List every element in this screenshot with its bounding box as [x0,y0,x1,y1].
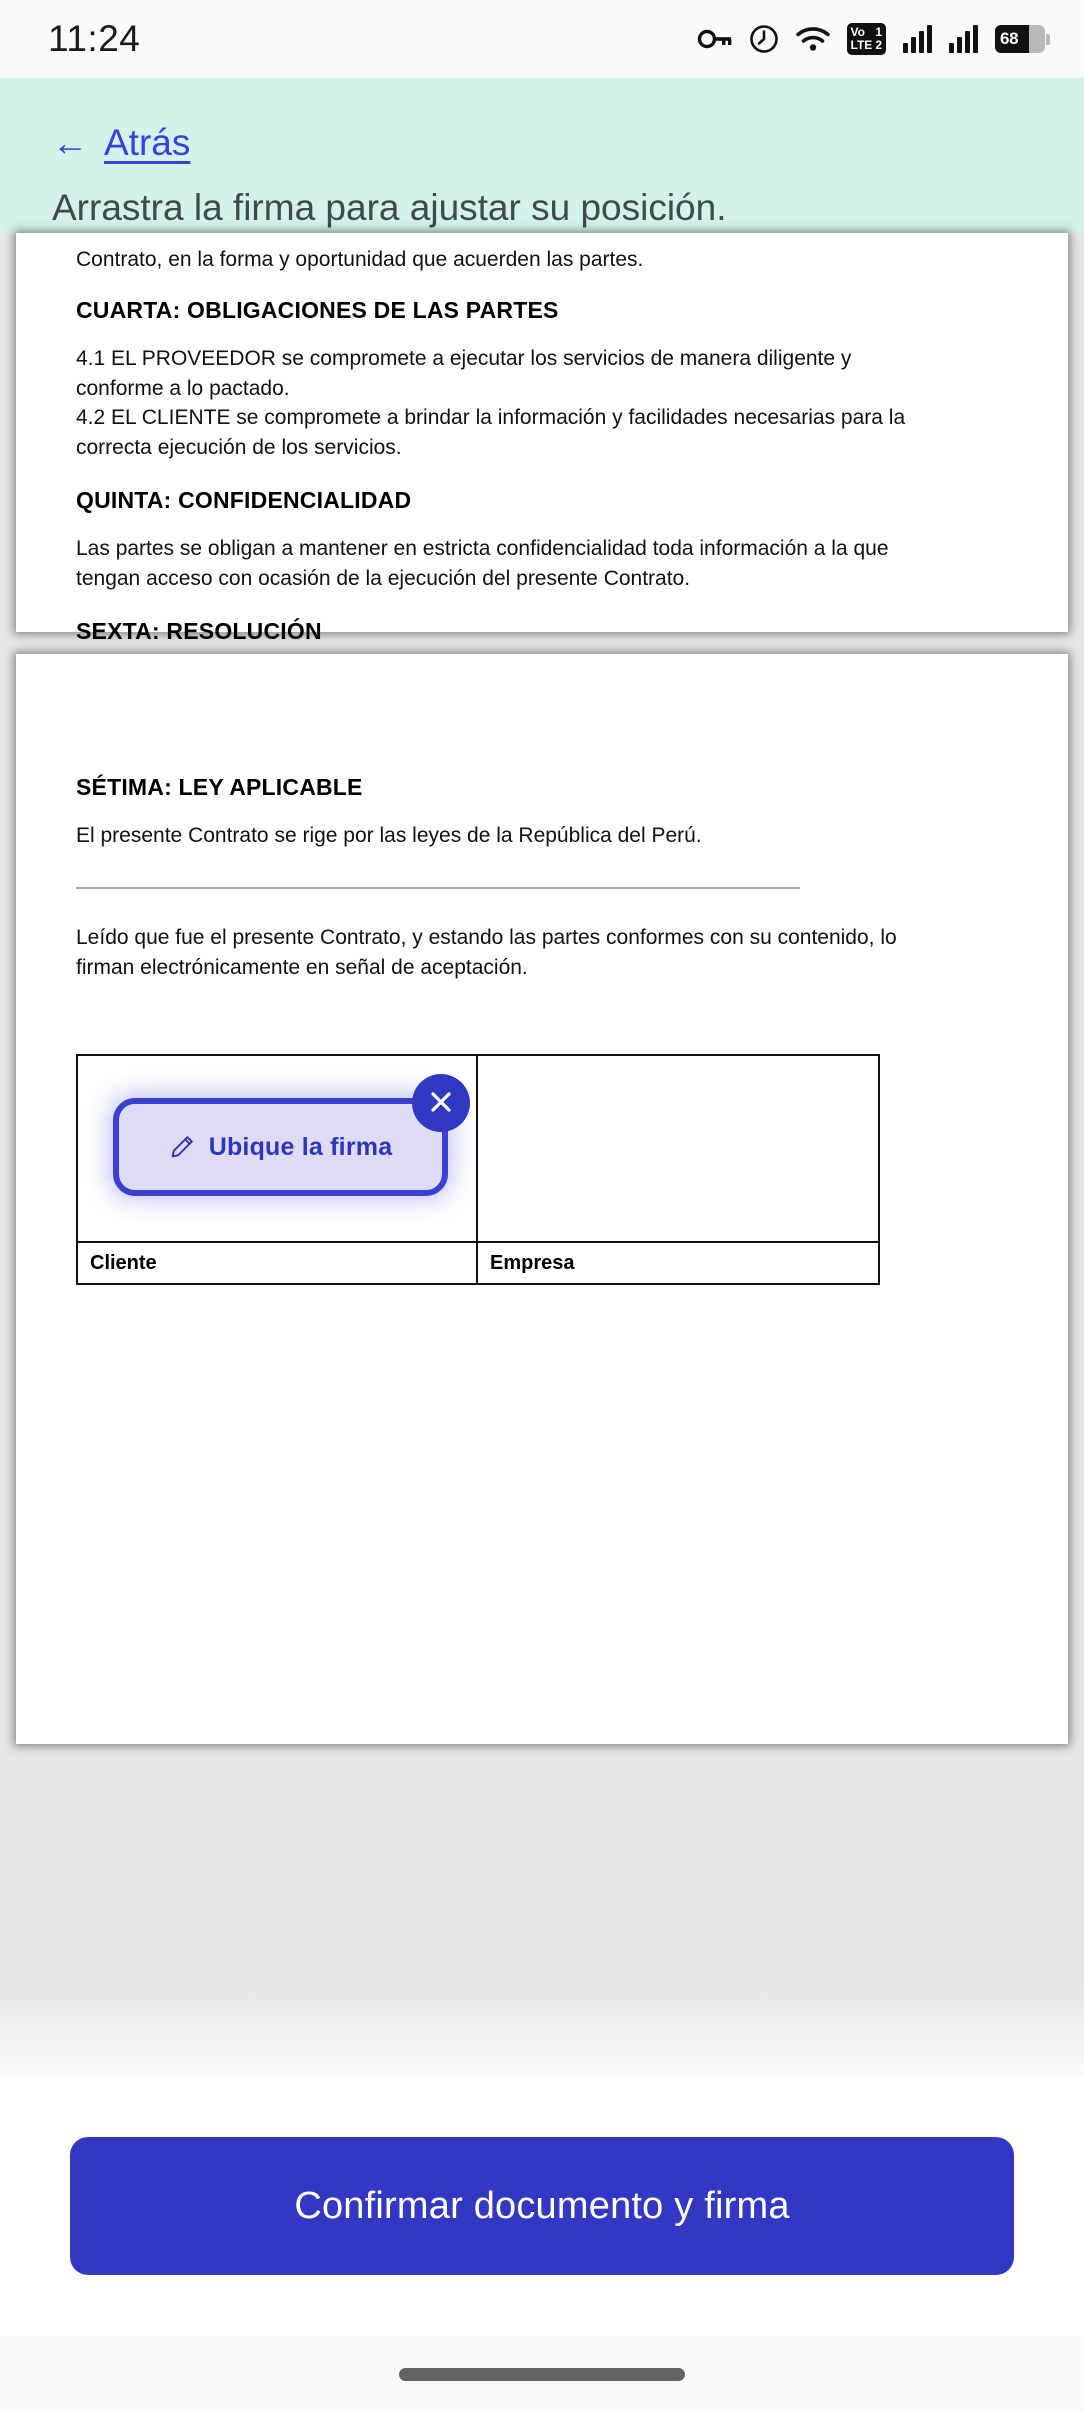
battery-percent-label: 68 [1000,29,1019,48]
heading-setima: SÉTIMA: LEY APLICABLE [76,774,363,800]
document-viewport[interactable] [0,233,1084,2076]
back-label: Atrás [104,122,191,163]
heading-cuarta: CUARTA: OBLIGACIONES DE LAS PARTES [76,296,559,323]
bottom-action-bar [0,2076,1084,2336]
pencil-icon [169,1134,195,1160]
clause-4-2: 4.2 EL CLIENTE se compromete a brindar la información y facilidades necesarias para la correcta ejecución de los servicios. [76,406,906,460]
closing-paragraph: Leído que fue el presente Contrato, y estando las partes conformes con su contenido, lo firman electrónicamente en señal de aceptación. [76,925,897,979]
confirm-document-button[interactable]: Confirmar documento y firma [70,2137,1014,2275]
volte-dual-sim-icon [847,23,886,54]
gesture-handle[interactable] [399,2368,685,2381]
body-setima: El presente Contrato se rige por las leyes de la República del Perú. [76,824,702,847]
back-button[interactable] [52,122,1084,164]
close-icon [427,1088,455,1119]
volte-sim2-label: 2 [875,38,882,52]
volte-lte-label: LTE [850,38,873,52]
back-arrow-icon: ← [52,122,88,163]
viewport-bottom-fade [0,1986,1084,2076]
signature-placeholder-label: Ubique la firma [208,1132,393,1161]
body-quinta: Las partes se obligan a mantener en estricta confidencialidad toda información a la que tengan acceso con ocasión de la ejecución del presente Contrato. [76,537,889,590]
signature-label-cell-cliente [78,1243,478,1283]
volte-vo-label: Vo [850,25,865,40]
document-page-2 [16,654,1068,1744]
system-navigation-bar [0,2336,1084,2412]
signature-label-cell-empresa [478,1243,878,1283]
volte-sim1-label: 1 [875,25,882,40]
wifi-icon [796,26,830,52]
paragraph-continuation: Contrato, en la forma y oportunidad que acuerden las partes. [76,248,644,271]
signature-label-cliente: Cliente [90,1251,157,1274]
signature-label-empresa: Empresa [490,1251,575,1274]
battery-cap [1046,34,1050,45]
battery-icon [995,25,1050,53]
status-bar [0,0,1084,78]
clock-icon [749,24,779,54]
status-icon-tray [698,23,1050,54]
key-icon [698,28,732,50]
signature-labels-row [78,1241,878,1283]
document-page-1 [16,233,1068,644]
clause-4-1: 4.1 EL PROVEEDOR se compromete a ejecutar los servicios de manera diligente y conforme a lo pactado. [76,346,852,400]
header-banner [0,78,1084,233]
heading-sexta: SEXTA: RESOLUCIÓN [76,617,322,644]
signature-cell-empresa [478,1056,878,1241]
signal-sim2-icon [949,25,978,53]
document-divider [76,887,800,889]
instruction-text: Arrastra la firma para ajustar su posición. [52,187,727,228]
signature-placeholder[interactable] [113,1098,448,1196]
status-time: 11:24 [48,18,141,59]
signature-table [76,1054,880,1285]
signal-sim1-icon [903,25,932,53]
heading-quinta: QUINTA: CONFIDENCIALIDAD [76,487,412,514]
